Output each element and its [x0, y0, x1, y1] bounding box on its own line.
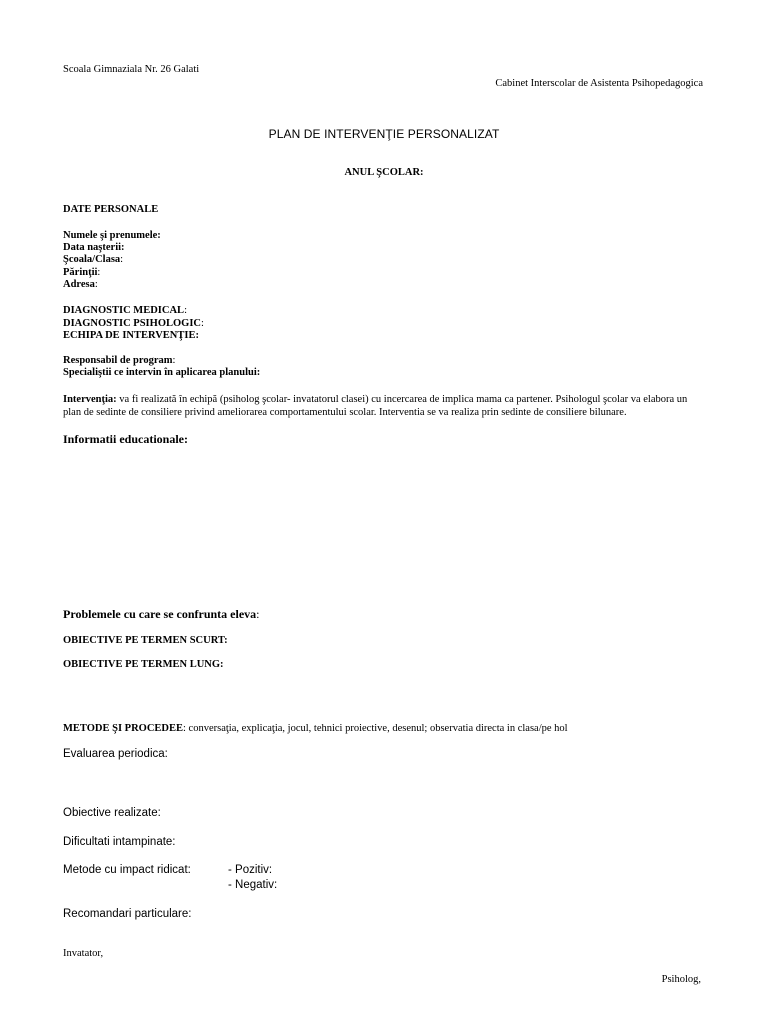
school-name: Scoala Gimnaziala Nr. 26 Galati	[63, 64, 200, 75]
address-row	[63, 279, 98, 292]
school-year-label: ANUL ŞCOLAR:	[344, 167, 424, 178]
teacher-signature-label: Invatator,	[63, 948, 104, 959]
psychological-diagnosis-colon: :	[201, 318, 204, 329]
particular-recommendations-label: Recomandari particulare:	[63, 908, 192, 920]
program-responsible-row	[63, 355, 175, 368]
intervention-team-label: ECHIPA DE INTERVENŢIE:	[63, 330, 199, 341]
intervention-label: Intervenţia:	[63, 394, 117, 405]
birth-date-label: Data naşterii:	[63, 242, 125, 253]
long-term-objectives-heading: OBIECTIVE PE TERMEN LUNG:	[63, 659, 224, 670]
high-impact-methods-label: Metode cu impact ridicat:	[63, 864, 191, 876]
parents-colon: :	[97, 267, 101, 278]
methods-label: METODE ŞI PROCEDEE	[63, 723, 183, 734]
negative-label: - Negativ:	[228, 879, 278, 891]
name-label: Numele şi prenumele:	[63, 230, 161, 241]
psychological-diagnosis-label: DIAGNOSTIC PSIHOLOGIC	[63, 318, 201, 329]
psychologist-signature-label: Psiholog,	[661, 974, 701, 985]
problems-row	[63, 607, 260, 622]
difficulties-label: Dificultati intampinate:	[63, 836, 176, 848]
educational-info-heading: Informatii educationale:	[63, 432, 188, 446]
medical-diagnosis-colon: :	[184, 305, 187, 316]
parents-row	[63, 267, 100, 280]
school-class-colon: :	[120, 254, 124, 265]
name-row	[63, 230, 161, 243]
program-responsible-label: Responsabil de program	[63, 355, 173, 366]
parents-label: Părinţii	[63, 267, 98, 278]
intervention-paragraph	[63, 393, 705, 419]
methods-text: : conversaţia, explicaţia, jocul, tehnici proiective, desenul; observatia directa in clasa/pe hol	[183, 723, 568, 734]
psychological-diagnosis-row	[63, 318, 204, 331]
methods-row	[63, 723, 568, 734]
intervention-text: va fi realizată în echipă (psiholog şcolar- invatatorul clasei) cu incercarea de implica mama ca partener. Psihologul şcolar va elabora un plan de sedinte de consiliere privind ameliorarea comportamentului scolar. Interventia se va realiza prin sedinte de consiliere bilunare.	[63, 394, 688, 418]
personal-data-heading: DATE PERSONALE	[63, 204, 159, 215]
problems-colon: :	[256, 607, 260, 621]
address-colon: :	[94, 279, 98, 290]
program-responsible-colon: :	[172, 355, 176, 366]
periodic-evaluation-label: Evaluarea periodica:	[63, 748, 168, 760]
positive-label: - Pozitiv:	[228, 864, 273, 876]
achieved-objectives-label: Obiective realizate:	[63, 807, 161, 819]
cabinet-name: Cabinet Interscolar de Asistenta Psihopedagogica	[495, 78, 703, 89]
address-label: Adresa	[63, 279, 95, 290]
short-term-objectives-heading: OBIECTIVE PE TERMEN SCURT:	[63, 635, 228, 646]
school-class-row	[63, 254, 123, 267]
medical-diagnosis-label: DIAGNOSTIC MEDICAL	[63, 305, 185, 316]
specialists-label: Specialiştii ce intervin în aplicarea planului:	[63, 367, 261, 378]
medical-diagnosis-row	[63, 305, 187, 318]
school-class-label: Şcoala/Clasa	[63, 254, 121, 265]
birth-date-row	[63, 242, 125, 255]
problems-label: Problemele cu care se confrunta eleva	[63, 607, 257, 621]
document-title: PLAN DE INTERVENŢIE PERSONALIZAT	[268, 127, 500, 141]
